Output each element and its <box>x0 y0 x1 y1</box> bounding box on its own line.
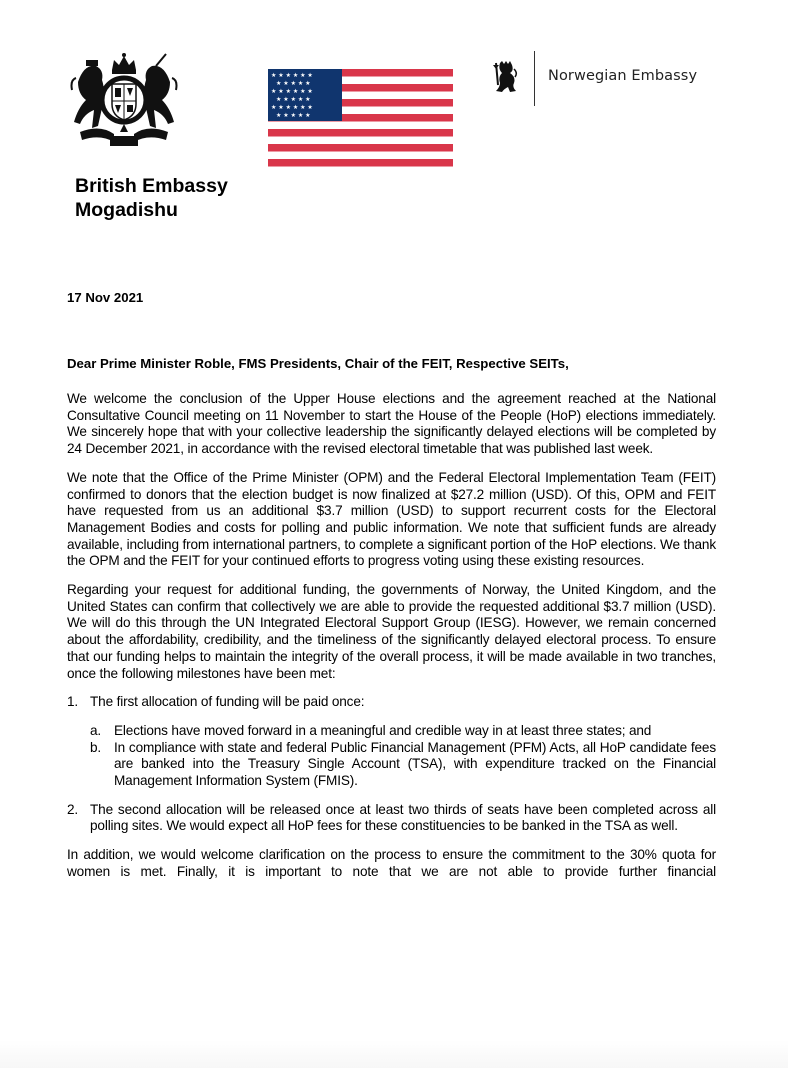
paragraph-2: We note that the Office of the Prime Minister (OPM) and the Federal Electoral Implementation Team (FEIT) confirmed to donors that the election budget is now finalized at $27.2 million (USD). Of this, OPM and FEIT have requested from us an additional $3.7 million (USD) to support recurrent costs for the Electoral Management Bodies and costs for polling and public information. We note that sufficient funds are already available, including from international partners, to complete a significant portion of the HoP elections. We thank the OPM and the FEIT for your continued efforts to progress voting using these existing resources. <box>67 469 716 569</box>
milestone-marker: 2. <box>67 801 79 817</box>
norwegian-embassy-logo <box>490 51 710 106</box>
paragraph-3: Regarding your request for additional funding, the governments of Norway, the United Kingdom, and the United States can confirm that collectively we are able to provide the requested additional $3.7 million (USD). We will do this through the UN Integrated Electoral Support Group (IESG). However, we remain concerned about the affordability, credibility, and the timeliness of the significantly delayed electoral process. To ensure that our funding helps to maintain the integrity of the overall process, it will be made available in two tranches, once the following milestones have been met: <box>67 582 716 681</box>
british-embassy-line1: British Embassy <box>75 175 228 197</box>
condition-text: Elections have moved forward in a meaningful and credible way in at least three states; and <box>114 722 652 738</box>
milestone-2 <box>67 802 716 835</box>
norway-coat-of-arms-icon <box>492 61 518 93</box>
closing-paragraph: In addition, we would welcome clarification on the process to ensure the commitment to the 30% quota for women is met. Finally, it is important to note that we are not able to provide further financial <box>67 847 716 879</box>
condition-b <box>90 740 716 790</box>
british-embassy-line2: Mogadishu <box>75 199 178 221</box>
milestone-text: The second allocation will be released once at least two thirds of seats have been completed across all polling sites. We would expect all HoP fees for these constituencies to be banked in the TSA as well. <box>90 801 716 834</box>
svg-text:★ ★ ★ ★ ★: ★ ★ ★ ★ ★ <box>276 80 311 87</box>
british-embassy-title <box>75 174 228 222</box>
milestone-1 <box>67 694 716 790</box>
milestone-marker: 1. <box>67 694 79 710</box>
condition-a <box>90 723 716 740</box>
condition-marker: a. <box>90 722 102 738</box>
svg-text:★ ★ ★ ★ ★: ★ ★ ★ ★ ★ <box>276 96 311 103</box>
svg-text:★ ★ ★ ★ ★: ★ ★ ★ ★ ★ <box>276 112 311 119</box>
letter-body <box>67 391 716 893</box>
svg-text:★ ★ ★ ★ ★ ★: ★ ★ ★ ★ ★ ★ <box>271 72 313 79</box>
condition-marker: b. <box>90 739 102 755</box>
norwegian-embassy-label: Norwegian Embassy <box>548 68 698 84</box>
milestone-1-conditions <box>90 723 716 790</box>
milestone-text: The first allocation of funding will be paid once: <box>90 694 365 710</box>
uk-royal-coat-of-arms-icon <box>70 52 178 148</box>
letter-salutation: Dear Prime Minister Roble, FMS Presidents, Chair of the FEIT, Respective SEITs, <box>67 356 569 371</box>
svg-text:★ ★ ★ ★ ★ ★: ★ ★ ★ ★ ★ ★ <box>271 88 313 95</box>
us-flag-icon <box>268 69 453 167</box>
svg-text:★ ★ ★ ★ ★ ★: ★ ★ ★ ★ ★ ★ <box>271 104 313 111</box>
condition-text: In compliance with state and federal Public Financial Management (PFM) Acts, all HoP candidate fees are banked into the Treasury Single Account (TSA), with expenditure tracked on the Financial Management Information System (FMIS). <box>114 739 716 789</box>
paragraph-1: We welcome the conclusion of the Upper House elections and the agreement reached at the National Consultative Council meeting on 11 November to start the House of the People (HoP) elections immediately. We sincerely hope that with your collective leadership the significantly delayed elections will be completed by 24 December 2021, in accordance with the revised electoral timetable that was published last week. <box>67 391 716 457</box>
logo-divider <box>534 51 535 106</box>
letter-date: 17 Nov 2021 <box>67 290 144 305</box>
